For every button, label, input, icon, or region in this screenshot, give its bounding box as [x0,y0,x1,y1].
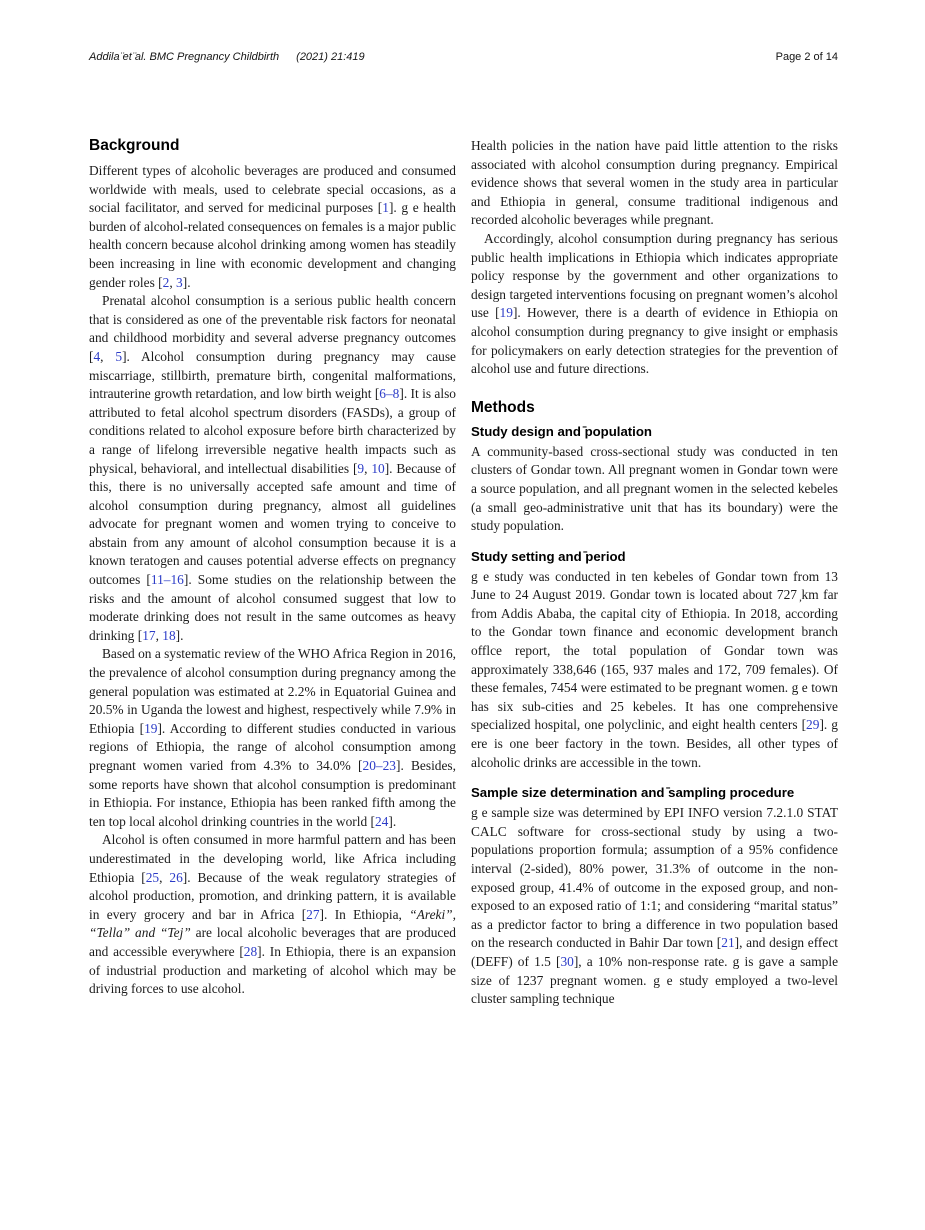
paragraph: Accordingly, alcohol consumption during pregnancy has serious public health implications in Ethiopia which indicates appropriate policy response by the government and other organizations to design targeted interventions focusing on pregnant women’s alcohol use [19]. However, there is a dearth of evidence in Ethiopia on alcohol consumption during pregnancy to give insight or emphasis for policymakers on early detection strategies for the prevention of alcohol use and future directions. [471,230,838,377]
citation-link[interactable]: 30 [560,953,574,969]
citation-link[interactable]: 5 [115,348,123,364]
citation-link[interactable]: 19 [499,305,513,321]
running-head-issue: (2021) 21:419 [296,51,365,63]
column-left [89,137,456,1009]
subsection-heading: Study setting and ̄period [471,548,626,564]
subsection-heading: Study design and ̄population [471,423,652,439]
citation-link[interactable]: 24 [374,813,389,829]
running-head [89,51,365,63]
paragraph: Different types of alcoholic beverages are produced and consumed worldwide with meals, used to celebrate special occasions, as a social facilitator, and served for medicinal purposes [1]. g e health burden of alcohol-related consequences on females is a major public health concern because alcohol drinking among women has steadily been increasing in line with economic development and changing gender roles [2, 3]. [89,163,456,290]
paragraph: Alcohol is often consumed in more harmful pattern and has been underestimated in the developing world, like Africa including Ethiopia [25, 26]. Because of the weak regulatory strategies of alcohol production, promotion, and drinking pattern, it is available in every grocery and bar in Africa [27]. In Ethiopia, “Areki”, “Tella” and “Tej” are local alcoholic beverages that are produced and accessible everywhere [28]. In Ethiopia, there is an expansion of industrial production and marketing of alcohol which may be driving forces to use alcohol. [89,832,456,997]
column-right [471,137,838,1009]
page-header [89,51,838,63]
running-head-authors-journal: Addila ̈et ̈al. BMC Pregnancy Childbirth [89,51,280,63]
citation-link[interactable]: 1 [382,200,389,216]
section-heading: Methods [471,398,535,416]
subsection-heading: Sample size determination and ̄sampling procedure [471,785,795,801]
citation-link[interactable]: 27 [306,906,320,922]
citation-link[interactable]: 9 [357,460,365,476]
citation-link[interactable]: 29 [806,717,820,733]
paragraph: Based on a systematic review of the WHO Africa Region in 2016, the prevalence of alcohol consumption during pregnancy among the general population was estimated at 2.2% in Equatorial Guinea and 20.5% in Uganda the lowest and highest, respectively while 7.9% in Ethiopia [19]. According to different studies conducted in various regions of Ethiopia, the range of alcohol consumption among pregnant women varied from 4.3% to 34.0% [20–23]. Besides, some reports have shown that alcohol consumption is predominant in Ethiopia. For instance, Ethiopia has been ranked fifth among the ten top local alcohol drinking countries in the world [24]. [89,646,456,829]
citation-link[interactable]: 20–23 [362,758,396,773]
paragraph: g e sample size was determined by EPI INFO version 7.2.1.0 STAT CALC software for cross-sectional study by using a two-populations proportion formula; assumption of a 95% confidence interval (2-sided), 80% power, 31.3% of outcome in the non-exposed group, 41.4% of outcome in the exposed group, and non-exposed to an exposed ratio of 1:1; and considering “marital status” as a predictor factor to bring a difference in two population based on the research conducted in Bahir Dar town [21], and design effect (DEFF) of 1.5 [30], a 10% non-response rate. g is gave a sample size of 1237 pregnant women. g e study employed a two-level cluster sampling technique [471,805,839,1007]
paragraph: A community-based cross-sectional study was conducted in ten clusters of Gondar town. All pregnant women in Gondar town were a source population, and all pregnant women in the selected kebeles (a small geo-administrative unit that has its boundary) were the study population. [471,443,838,534]
citation-link[interactable]: 17 [142,627,156,643]
citation-link[interactable]: 19 [144,720,158,736]
citation-link[interactable]: 6–8 [379,386,400,402]
citation-link[interactable]: 28 [243,943,258,959]
emphasized-text: “Areki”, “Tella” and “Tej” [89,906,456,941]
paragraph: Health policies in the nation have paid little attention to the risks associated with alcohol consumption during pregnancy. Empirical evidence shows that several women in the study area in particular and Ethiopia in general, consume traditional indigenous and recorded alcoholic beverages while pregnant. [471,138,838,228]
citation-link[interactable]: 4 [93,348,101,364]
paragraph: Prenatal alcohol consumption is a serious public health concern that is considered as one of the preventable risk factors for neonatal and childhood morbidity and several adverse pregnancy outcomes [4, 5]. Alcohol consumption during pregnancy may cause miscarriage, stillbirth, premature birth, congenital malformations, intrauterine growth retardation, and low birth weight [6–8]. It is also attributed to fetal alcohol spectrum disorders (FASDs), a group of conditions related to alcohol exposure before birth characterized by a range of lifelong irreversible negative health impacts such as physical, behavioral, and intellectual disabilities [9, 10]. Because of this, there is no universally accepted safe amount and time of alcohol consumption during pregnancy, almost all guidelines advocate for pregnant women and women trying to conceive to abstain from any amount of alcohol consumption because it is a known teratogen and causes potential adverse effects on pregnancy outcomes [11–16]. Some studies on the relationship between the risks and the amount of alcohol consumed suggest that low to moderate drinking does not result in the same outcomes as heavy drinking [17, 18]. [89,293,457,643]
page-body [89,137,838,1009]
citation-link[interactable]: 25 [145,869,160,885]
paragraph: g e study was conducted in ten kebeles of Gondar town from 13 June to 24 August 2019. Gondar town is located about 727 ̦km far from Addis Ababa, the capital city of Ethiopia. In 2018, according to the Gondar town finance and economic development branch offlce report, the total population of Gondar town was approximately 338,646 (165, 937 males and 172, 709 females). Of these females, 7454 were estimated to be pregnant women. g e town has six sub-cities and 25 kebeles. It has one comprehensive specialized hospital, one polyclinic, and eight health centers [29]. g ere is one beer factory in the town. Besides, all other types of alcoholic drinks are accessible in the town. [471,568,838,770]
citation-link[interactable]: 2 [162,274,170,290]
citation-link[interactable]: 26 [169,869,183,885]
citation-link[interactable]: 3 [176,274,183,290]
citation-link[interactable]: 10 [371,460,385,476]
section-heading: Background [89,137,180,154]
citation-link[interactable]: 21 [721,935,735,951]
citation-link[interactable]: 11–16 [150,572,184,588]
citation-link[interactable]: 18 [162,627,176,643]
page-number-label: Page 2 of 14 [775,51,838,63]
